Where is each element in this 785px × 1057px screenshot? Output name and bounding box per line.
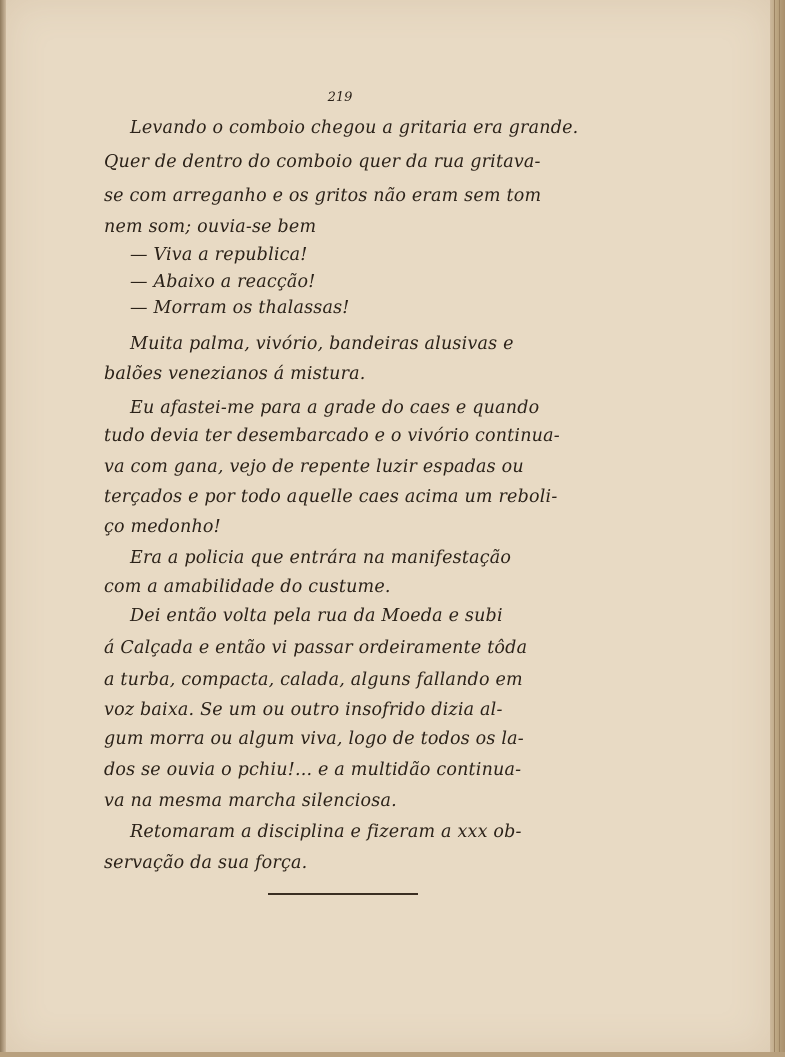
text-line: balões venezianos á mistura. — [104, 364, 366, 384]
text-line: se com arreganho e os gritos não eram sem tom — [104, 186, 542, 206]
text-line: — Abaixo a reacção! — [130, 272, 316, 292]
text-line: Quer de dentro do comboio quer da rua gritava- — [104, 152, 541, 172]
closing-rule — [268, 893, 418, 895]
bottom-edge — [0, 1052, 785, 1057]
text-line: — Viva a republica! — [130, 245, 308, 265]
text-line: va na mesma marcha silenciosa. — [104, 791, 397, 811]
text-line: dos se ouvia o pchiu!... e a multidão continua- — [104, 760, 522, 780]
text-line: a turba, compacta, calada, alguns fallando em — [104, 670, 523, 690]
text-line: — Morram os thalassas! — [130, 298, 350, 318]
text-line: Muita palma, vivório, bandeiras alusivas e — [130, 334, 514, 354]
text-line: tudo devia ter desembarcado e o vivório continua- — [104, 426, 560, 446]
text-line: á Calçada e então vi passar ordeiramente tôda — [104, 638, 528, 658]
text-line: Retomaram a disciplina e fizeram a xxx ob- — [130, 822, 522, 842]
text-line: voz baixa. Se um ou outro insofrido dizia al- — [104, 700, 503, 720]
text-line: servação da sua força. — [104, 853, 308, 873]
text-line: Era a policia que entrára na manifestação — [130, 548, 512, 568]
page-edge-stack — [770, 0, 785, 1057]
text-line: va com gana, vejo de repente luzir espadas ou — [104, 457, 524, 477]
text-line: ço medonho! — [104, 517, 221, 537]
text-line: terçados e por todo aquelle caes acima um reboli- — [104, 487, 558, 507]
text-line: nem som; ouvia-se bem — [104, 217, 317, 237]
text-line: Levando o comboio chegou a gritaria era grande. — [130, 118, 579, 138]
text-line: com a amabilidade do custume. — [104, 577, 391, 597]
text-line: Eu afastei-me para a grade do caes e quando — [130, 398, 540, 418]
text-line: Dei então volta pela rua da Moeda e subi — [130, 606, 503, 626]
page-number: 219 — [327, 90, 353, 105]
text-line: gum morra ou algum viva, logo de todos os la- — [104, 729, 524, 749]
